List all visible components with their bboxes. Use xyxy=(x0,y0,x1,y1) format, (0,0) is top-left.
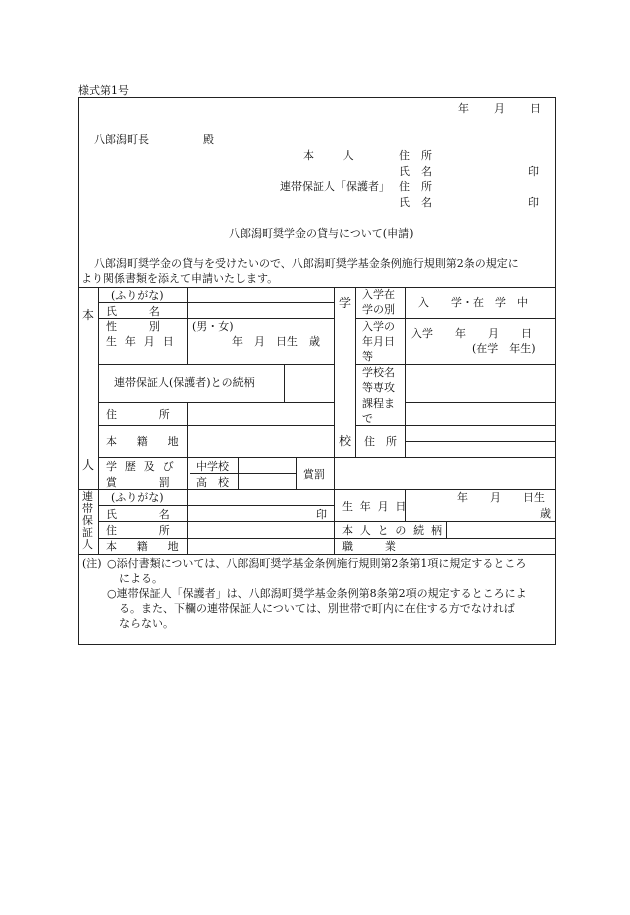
date-day: 日 xyxy=(530,102,541,115)
row-line xyxy=(98,302,334,303)
name-label: 氏 名 xyxy=(106,305,164,318)
junior-high-label: 中学校 xyxy=(196,460,229,473)
side-col-line xyxy=(98,287,99,554)
guarantor-side-2: 帯 xyxy=(82,502,93,515)
g-address-label: 住 所 xyxy=(106,524,172,537)
row-line xyxy=(98,364,334,365)
note-2-line-3: ならない。 xyxy=(119,617,174,630)
school-name-label-4: で xyxy=(362,412,373,425)
g-domicile-label: 本 籍 地 xyxy=(106,540,183,553)
row-line xyxy=(98,521,556,522)
enroll-grade: (在学 年生) xyxy=(472,342,536,355)
col-line xyxy=(187,287,188,364)
date-year: 年 xyxy=(458,102,469,115)
g-relation-label: 本 人 と の 続 柄 xyxy=(342,524,444,537)
col-line xyxy=(296,457,297,489)
col-line xyxy=(355,287,356,457)
g-age: 歳 xyxy=(540,507,551,520)
form-title: 八郎潟町奨学金の貸与について(申請) xyxy=(229,227,414,240)
note-2-line-2: る。また、下欄の連帯保証人については、別世帯で町内に在住する方でなければ xyxy=(119,602,515,615)
col-line xyxy=(405,287,406,457)
note-1-line-1: ○添付書類については、八郎潟町奨学基金条例施行規則第2条第1項に規定するところ xyxy=(107,557,527,570)
date-month: 月 xyxy=(494,102,505,115)
row-line xyxy=(405,441,556,442)
guarantor-name-label: 氏 名 xyxy=(399,196,432,209)
intro-line-2: より関係書類を添えて申請いたします。 xyxy=(81,272,279,285)
school-side-bottom: 校 xyxy=(339,434,352,448)
row-line xyxy=(355,364,556,365)
row-line xyxy=(78,554,556,555)
guarantor-side-4: 証 xyxy=(82,526,93,539)
enroll-type-label-2: 学の別 xyxy=(362,303,395,316)
history-label-2: 賞 罰 xyxy=(106,476,172,489)
g-furigana-label: (ふりがな) xyxy=(111,491,164,504)
enroll-date-label-3: 等 xyxy=(362,350,373,363)
relation-label: 連帯保証人(保護者)との続柄 xyxy=(114,376,255,389)
school-name-label-1: 学校名 xyxy=(362,366,395,379)
applicant-seal: 印 xyxy=(528,165,539,178)
g-name-label: 氏 名 xyxy=(106,508,172,521)
birthdate-label: 生 年 月 日 xyxy=(106,335,176,348)
sex-label: 性 別 xyxy=(106,320,164,333)
col-line xyxy=(446,521,447,538)
row-line xyxy=(98,457,556,458)
birth-fields: 年 月 日生 歳 xyxy=(232,335,320,348)
row-line xyxy=(98,425,334,426)
col-line xyxy=(238,457,239,489)
sex-options: (男・女) xyxy=(192,320,234,333)
row-line xyxy=(98,505,334,506)
guarantor-side-5: 人 xyxy=(82,538,93,551)
col-line xyxy=(284,364,285,402)
note-1-line-2: による。 xyxy=(119,572,163,585)
enroll-type-label-1: 入学在 xyxy=(362,288,395,301)
addressee-honorific: 殿 xyxy=(203,133,214,146)
row-line xyxy=(355,425,556,426)
g-occupation-label: 職 業 xyxy=(342,540,400,553)
enroll-date-label-1: 入学の xyxy=(362,320,395,333)
high-school-label: 高 校 xyxy=(196,476,229,489)
school-name-label-2: 等専攻 xyxy=(362,381,395,394)
row-line xyxy=(78,489,556,490)
col-line xyxy=(334,489,335,554)
self-side-bottom: 人 xyxy=(82,458,95,472)
domicile-label: 本 籍 地 xyxy=(106,435,183,448)
notes-prefix: (注) xyxy=(82,557,102,570)
applicant-name-label: 氏 名 xyxy=(399,165,432,178)
row-line xyxy=(190,473,296,474)
self-side-top: 本 xyxy=(82,308,95,322)
form-number: 様式第1号 xyxy=(78,84,129,97)
table-top-line xyxy=(78,287,556,288)
applicant-label: 本 人 xyxy=(303,149,363,162)
history-label-1: 学 歴 及 び xyxy=(106,460,176,473)
row-line xyxy=(98,538,556,539)
awards-label: 賞罰 xyxy=(303,468,325,481)
g-seal: 印 xyxy=(316,508,327,521)
guarantor-address-label: 住 所 xyxy=(399,180,432,193)
applicant-address-label: 住 所 xyxy=(399,149,432,162)
col-line xyxy=(334,287,335,489)
addressee-name: 八郎潟町長 xyxy=(94,133,149,146)
enroll-date-label-2: 年月日 xyxy=(362,335,395,348)
school-address-label: 住 所 xyxy=(364,435,397,448)
row-line xyxy=(98,402,334,403)
guarantor-side-3: 保 xyxy=(82,514,93,527)
address-label: 住 所 xyxy=(106,408,172,421)
row-line xyxy=(98,318,334,319)
row-line xyxy=(355,318,556,319)
g-birth-fields: 年 月 日生 xyxy=(457,491,545,504)
guarantor-label: 連帯保証人「保護者」 xyxy=(280,180,390,193)
intro-line-1: 八郎潟町奨学金の貸与を受けたいので、八郎潟町奨学基金条例施行規則第2条の規定に xyxy=(94,257,519,270)
school-name-label-3: 課程ま xyxy=(362,397,395,410)
guarantor-seal: 印 xyxy=(528,196,539,209)
g-birthdate-label: 生 年 月 日 xyxy=(342,500,409,513)
enroll-date-value: 入学 年 月 日 xyxy=(411,327,532,340)
enroll-type-value: 入 学・在 学 中 xyxy=(418,296,528,309)
note-2-line-1: ○連帯保証人「保護者」は、八郎潟町奨学基金条例第8条第2項の規定するところによ xyxy=(107,587,527,600)
row-line xyxy=(405,402,556,403)
guarantor-side-1: 連 xyxy=(82,490,93,503)
furigana-label: (ふりがな) xyxy=(111,289,164,302)
school-side-top: 学 xyxy=(339,296,352,310)
col-line xyxy=(187,489,188,554)
col-line xyxy=(187,402,188,489)
